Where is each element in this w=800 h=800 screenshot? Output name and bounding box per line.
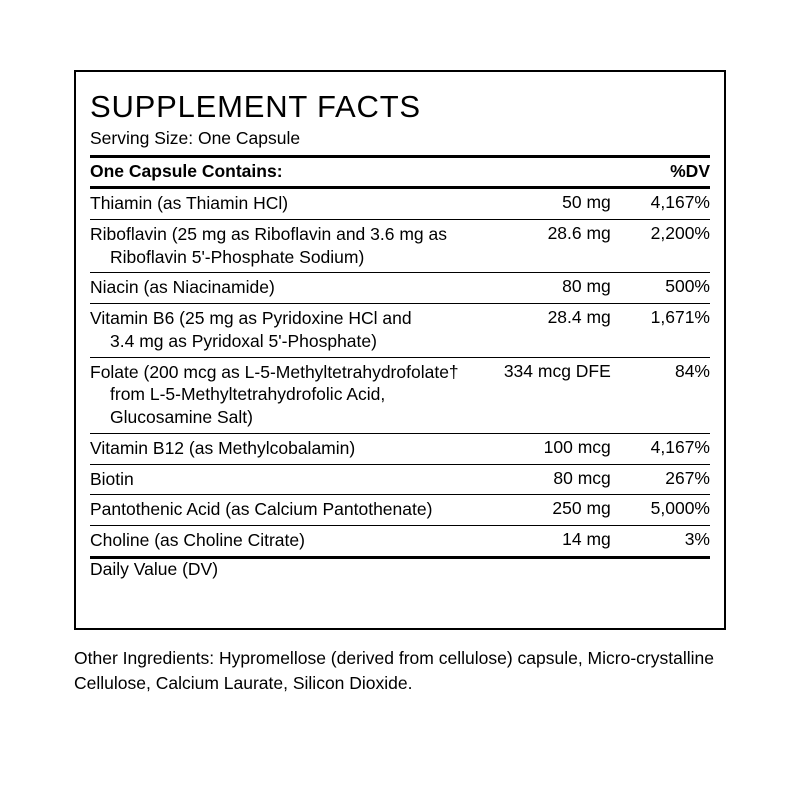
table-row: [90, 526, 710, 558]
nutrient-amount: 80 mg: [481, 273, 611, 304]
table-row: [90, 188, 710, 220]
nutrient-amount: 28.6 mg: [481, 219, 611, 273]
daily-value-footnote: Daily Value (DV): [90, 557, 710, 580]
nutrition-table: [90, 155, 710, 580]
nutrient-amount: 100 mcg: [481, 433, 611, 464]
table-row: [90, 273, 710, 304]
nutrient-dv: 4,167%: [611, 433, 710, 464]
nutrient-dv: 5,000%: [611, 495, 710, 526]
nutrient-dv: 2,200%: [611, 219, 710, 273]
nutrient-dv: 84%: [611, 357, 710, 433]
table-row: [90, 464, 710, 495]
table-row: [90, 433, 710, 464]
nutrient-name: Thiamin (as Thiamin HCl): [90, 188, 481, 220]
nutrient-dv: 4,167%: [611, 188, 710, 220]
header-dv-label: %DV: [611, 157, 710, 188]
nutrient-amount: 250 mg: [481, 495, 611, 526]
nutrient-name: Biotin: [90, 464, 481, 495]
nutrient-dv: 3%: [611, 526, 710, 558]
nutrient-name: Vitamin B6 (25 mg as Pyridoxine HCl and 3.4 mg as Pyridoxal 5'-Phosphate): [90, 304, 481, 358]
other-ingredients: Other Ingredients: Hypromellose (derived from cellulose) capsule, Micro-crystalline Cellulose, Calcium Laurate, Silicon Dioxide.: [74, 648, 714, 694]
nutrient-amount: 14 mg: [481, 526, 611, 558]
nutrient-amount: 28.4 mg: [481, 304, 611, 358]
table-header-row: [90, 157, 710, 188]
header-contains-label: One Capsule Contains:: [90, 157, 481, 188]
nutrient-dv: 500%: [611, 273, 710, 304]
nutrient-dv: 267%: [611, 464, 710, 495]
nutrient-amount: 50 mg: [481, 188, 611, 220]
nutrient-name: Pantothenic Acid (as Calcium Pantothenate): [90, 495, 481, 526]
nutrient-name: Folate (200 mcg as L-5-Methyltetrahydrofolate† from L-5-Methyltetrahydrofolic Acid, Glucosamine Salt): [90, 357, 481, 433]
table-row: [90, 219, 710, 273]
nutrient-name: Choline (as Choline Citrate): [90, 526, 481, 558]
nutrient-amount: 80 mcg: [481, 464, 611, 495]
nutrient-name: Riboflavin (25 mg as Riboflavin and 3.6 mg as Riboflavin 5'-Phosphate Sodium): [90, 219, 481, 273]
nutrient-name: Niacin (as Niacinamide): [90, 273, 481, 304]
table-footnote-row: [90, 557, 710, 580]
serving-size: Serving Size: One Capsule: [90, 128, 301, 149]
table-row: [90, 357, 710, 433]
nutrient-name: Vitamin B12 (as Methylcobalamin): [90, 433, 481, 464]
header-amount-spacer: [481, 157, 611, 188]
nutrient-dv: 1,671%: [611, 304, 710, 358]
panel-title: SUPPLEMENT FACTS: [90, 89, 421, 124]
table-row: [90, 304, 710, 358]
nutrient-amount: 334 mcg DFE: [481, 357, 611, 433]
supplement-facts-panel: [74, 70, 726, 630]
table-row: [90, 495, 710, 526]
